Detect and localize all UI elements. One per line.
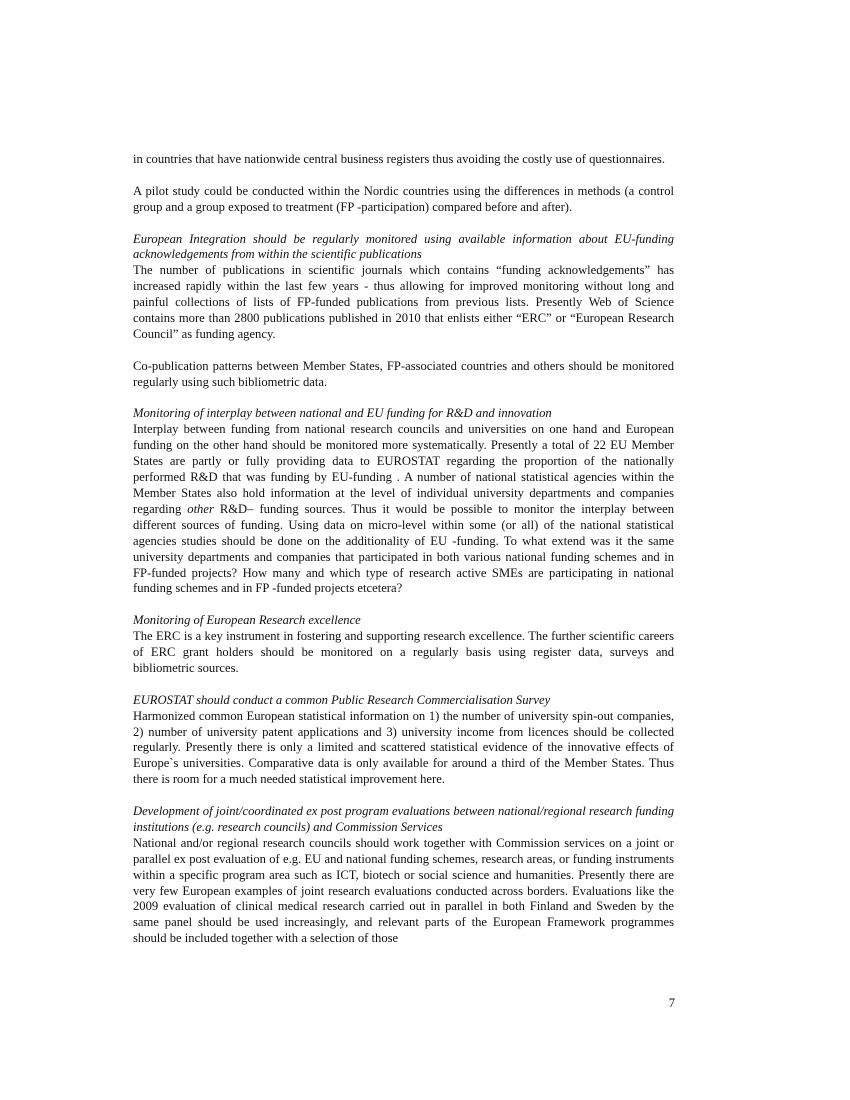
section-research-excellence	[133, 613, 674, 677]
section-interplay-funding	[133, 406, 674, 597]
page-number: 7	[668, 996, 675, 1010]
page-content	[133, 152, 674, 947]
body-text-part-2: R&D– funding sources. Thus it would be possible to monitor the interplay between different sources of funding. Using data on micro-level within some (or all) of the national statistical agencies studies should be done on the additionality of EU -funding. To what extend was it the same university departments and companies that participated in both various national funding schemes and in FP-funded projects? How many and which type of research active SMEs are participating in national funding schemes and in FP -funded projects etcetera?	[133, 501, 674, 596]
section-body-commercialisation-survey: Harmonized common European statistical information on 1) the number of university spin-out companies, 2) number of university patent applications and 3) university income from licences should be collected regularly. Presently there is only a limited and scattered statistical evidence of the innovative effects of Europe`s universities. Comparative data is only available for around a third of the Member States. Thus there is room for a much needed statistical improvement here.	[133, 708, 674, 787]
section-body-joint-evaluations: National and/or regional research councils should work together with Commission services on a joint or parallel ex post evaluation of e.g. EU and national funding schemes, research areas, or funding instruments within a specific program area such as ICT, biotech or social science and humanities. Presently there are very few European examples of joint research evaluations conducted across borders. Evaluations like the 2009 evaluation of clinical medical research carried out in parallel in both Finland and Sweden by the same panel should be used increasingly, and relevant parts of the European Framework programmes should be included together with a selection of those	[133, 835, 674, 946]
section-body-european-integration: The number of publications in scientific journals which contains “funding acknowledgements” has increased rapidly within the last few years - thus allowing for improved monitoring without long and painful collections of lists of FP-funded publications from previous lists. Presently Web of Science contains more than 2800 publications published in 2010 that enlists either “ERC” or “European Research Council” as funding agency.	[133, 263, 674, 341]
paragraph-pilot-study: A pilot study could be conducted within the Nordic countries using the differences in methods (a control group and a group exposed to treatment (FP -participation) compared before and after).	[133, 183, 674, 214]
section-joint-evaluations	[133, 804, 674, 947]
section-heading-joint-evaluations: Development of joint/coordinated ex post program evaluations between national/regional research funding institutions (e.g. research councils) and Commission Services	[133, 804, 674, 834]
section-heading-european-integration: European Integration should be regularly monitored using available information about EU-funding acknowledgements from within the scientific publications	[133, 231, 674, 262]
section-european-integration	[133, 232, 674, 343]
section-heading-commercialisation-survey: EUROSTAT should conduct a common Public Research Commercialisation Survey	[133, 692, 551, 707]
paragraph-co-publication: Co-publication patterns between Member States, FP-associated countries and others should be monitored regularly using such bibliometric data.	[133, 358, 674, 389]
body-text-part-1: Interplay between funding from national research councils and universities on one hand and European funding on the other hand should be monitored more systematically. Presently a total of 22 EU Member States are partly or fully providing data to EUROSTAT regarding the proportion of the nationally performed R&D that was funding by EU-funding . A number of national statistical agencies within the Member States also hold information at the level of individual university departments and companies regarding	[133, 422, 674, 516]
section-commercialisation-survey	[133, 693, 674, 788]
emphasis-other: other	[187, 501, 214, 516]
paragraph-questionnaires: in countries that have nationwide central business registers thus avoiding the costly use of questionnaires.	[133, 152, 665, 166]
section-body-research-excellence: The ERC is a key instrument in fostering and supporting research excellence. The further scientific careers of ERC grant holders should be monitored on a regularly basis using register data, surveys and bibliometric sources.	[133, 629, 674, 675]
section-heading-interplay-funding: Monitoring of interplay between national and EU funding for R&D and innovation	[133, 406, 552, 421]
section-body-interplay-funding	[133, 422, 674, 597]
section-heading-research-excellence: Monitoring of European Research excellence	[133, 613, 361, 628]
